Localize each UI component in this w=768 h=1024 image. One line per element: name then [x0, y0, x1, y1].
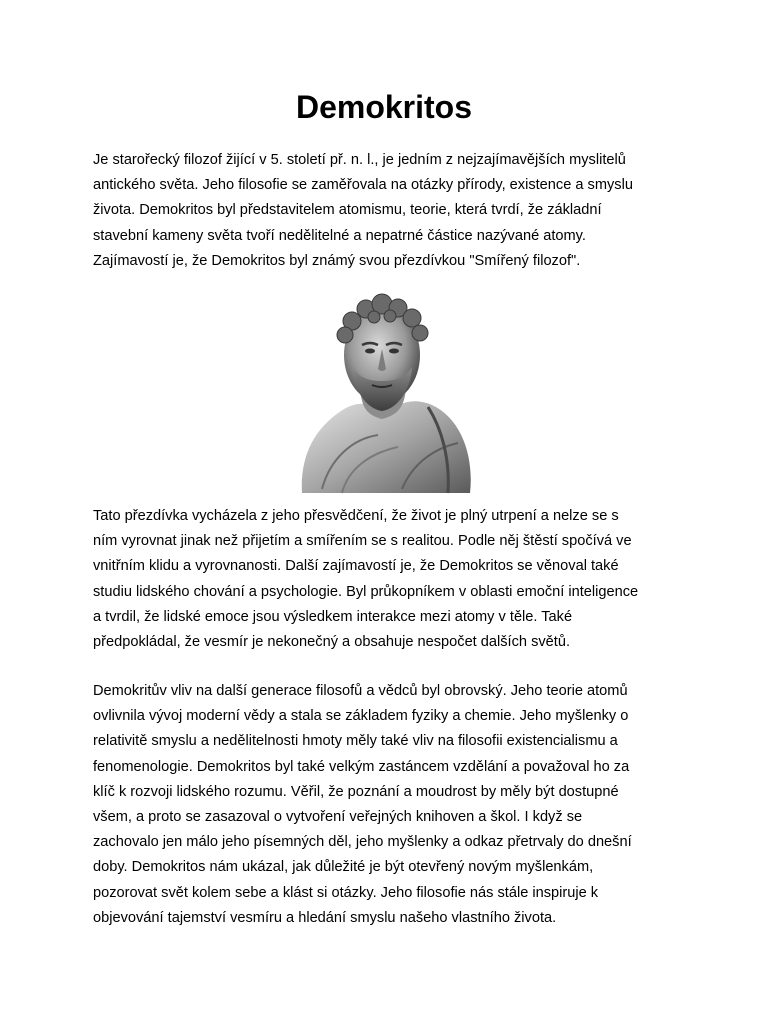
paragraph-line: objevování tajemství vesmíru a hledání smyslu našeho vlastního života. [93, 909, 557, 926]
paragraph-line: Tato přezdívka vycházela z jeho přesvědčení, že život je plný utrpení a nelze se s [93, 508, 619, 524]
paragraph-line: všem, a proto se zasazoval o vytvoření veřejných knihoven a škol. I když se [93, 809, 583, 826]
paragraph-line: fenomenologie. Demokritos byl také velkým zastáncem vzdělání a považoval ho za [93, 758, 630, 775]
paragraph-influence [93, 679, 683, 931]
paragraph-line: zachovalo jen málo jeho písemných děl, jeho myšlenky a odkaz přetrvaly do dnešní [93, 834, 632, 851]
paragraph-nickname [93, 504, 683, 655]
paragraph-line: antického světa. Jeho filosofie se zaměřovala na otázky přírody, existence a smyslu [93, 177, 633, 194]
paragraph-line: Je starořecký filozof žijící v 5. století př. n. l., je jedním z nejzajímavějších myslitelů [93, 152, 626, 168]
paragraph-line: života. Demokritos byl představitelem atomismu, teorie, která tvrdí, že základní [93, 202, 602, 219]
paragraph-line: klíč k rozvoji lidského rozumu. Věřil, že poznání a moudrost by měly být dostupné [93, 783, 619, 800]
paragraph-line: ovlivnila vývoj moderní vědy a stala se základem fyziky a chemie. Jeho myšlenky o [93, 708, 629, 725]
paragraph-line: ním vyrovnat jinak než přijetím a smířením se s realitou. Podle něj štěstí spočívá ve [93, 533, 632, 550]
paragraph-line: vnitřním klidu a vyrovnanosti. Další zajímavostí je, že Demokritos se věnoval také [93, 558, 619, 575]
marble-bust-image [282, 289, 486, 495]
paragraph-line: doby. Demokritos nám ukázal, jak důležité je být otevřený novým myšlenkám, [93, 859, 594, 876]
paragraph-line: předpokládal, že vesmír je nekonečný a obsahuje nespočet dalších světů. [93, 634, 571, 651]
paragraph-line: stavební kameny světa tvoří nedělitelné a nepatrné částice nazývané atomy. [93, 227, 586, 244]
page-title: Demokritos [295, 89, 473, 125]
paragraph-line: a tvrdil, že lidské emoce jsou výsledkem interakce mezi atomy v těle. Také [93, 608, 573, 625]
paragraph-line: relativitě smyslu a nedělitelnosti hmoty měly také vliv na filosofii existencialismu a [93, 733, 618, 750]
paragraph-line: Zajímavostí je, že Demokritos byl známý svou přezdívkou "Smířený filozof". [93, 252, 581, 269]
paragraph-line: pozorovat svět kolem sebe a klást si otázky. Jeho filosofie nás stále inspiruje k [93, 884, 599, 901]
paragraph-line: studiu lidského chování a psychologie. Byl průkopníkem v oblasti emoční inteligence [93, 583, 639, 600]
paragraph-line: Demokritův vliv na další generace filosofů a vědců byl obrovský. Jeho teorie atomů [93, 683, 628, 699]
paragraph-intro [93, 148, 683, 274]
